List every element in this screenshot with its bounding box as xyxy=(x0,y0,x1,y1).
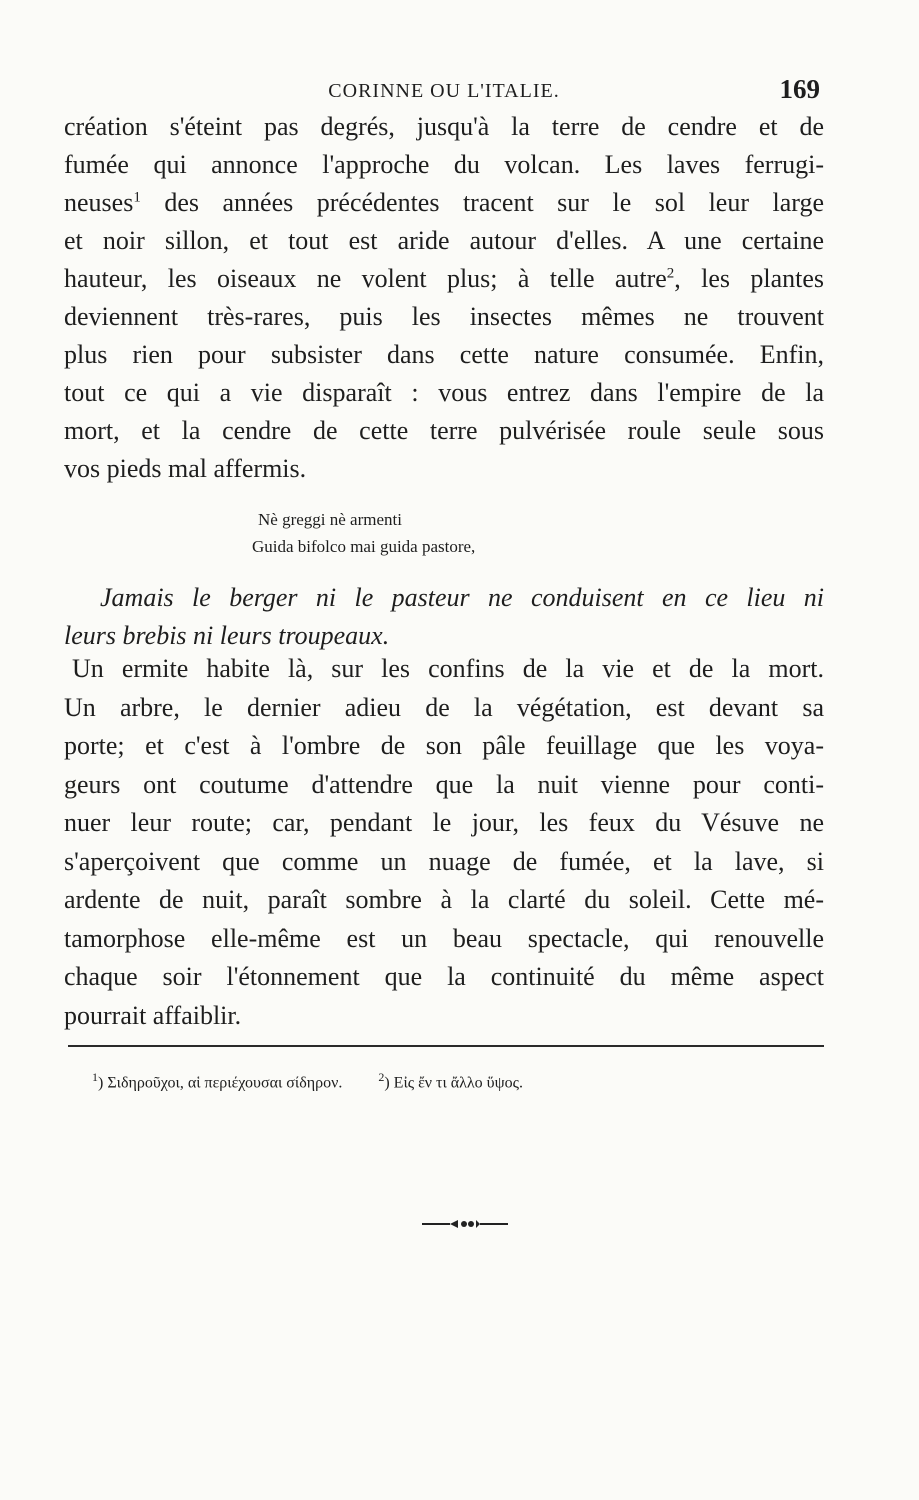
page-number: 169 xyxy=(779,74,820,104)
italian-verse xyxy=(252,506,652,560)
footnote-1 xyxy=(92,1064,342,1096)
text-line: pourrait affaiblir. xyxy=(64,1000,242,1030)
text-line: tout ce qui a vie disparaît : vous entrez dans l'empire de la xyxy=(64,378,824,407)
paragraph-hermit xyxy=(64,650,824,1035)
paragraph-volcano xyxy=(64,108,824,488)
text-line: mort, et la cendre de cette terre pulvérisée roule seule sous xyxy=(64,416,824,445)
text-line: et noir sillon, et tout est aride autour d'elles. A une certaine xyxy=(64,226,824,255)
text-line xyxy=(64,184,824,222)
text-line: Un ermite habite là, sur les confins de la vie et de la mort. xyxy=(72,654,824,683)
text-line: Un arbre, le dernier adieu de la végétation, est devant sa xyxy=(64,692,824,722)
text-fragment: hauteur, les oiseaux ne volent plus; à telle autre xyxy=(64,264,667,293)
text-line xyxy=(64,260,824,298)
text-fragment: neuses xyxy=(64,188,134,217)
text-line: porte; et c'est à l'ombre de son pâle feuillage que les voya- xyxy=(64,731,824,760)
text-line: chaque soir l'étonnement que la continuité du même aspect xyxy=(64,962,824,991)
text-line: leurs brebis ni leurs troupeaux. xyxy=(64,621,390,650)
text-fragment: des années précédentes tracent sur le sol leur large xyxy=(164,188,825,217)
footnote-text: ) Σιδηροῦχοι, αἱ περιέχουσαι σίδηρον. xyxy=(98,1074,343,1092)
footnotes xyxy=(92,1064,792,1096)
running-title: CORINNE OU L'ITALIE. xyxy=(328,80,560,102)
footnote-text: ) Εἰς ἔν τι ἄλλο ὕψος. xyxy=(384,1074,523,1092)
footnote-mark: 2 xyxy=(666,265,675,282)
text-line: fumée qui annonce l'approche du volcan. Les laves ferrugi- xyxy=(64,150,824,179)
text-line: s'aperçoivent que comme un nuage de fumée, et la lave, si xyxy=(64,846,824,876)
text-line: deviennent très-rares, puis les insectes mêmes ne trouvent xyxy=(64,302,824,331)
text-line: geurs ont coutume d'attendre que la nuit vienne pour conti- xyxy=(64,769,824,799)
text-line: création s'éteint pas degrés, jusqu'à la terre de cendre et de xyxy=(64,112,824,141)
footnote-mark: 1 xyxy=(133,189,141,206)
end-ornament-icon xyxy=(420,1214,510,1234)
footnote-2 xyxy=(378,1064,523,1096)
text-line: plus rien pour subsister dans cette nature consumée. Enfin, xyxy=(64,340,824,369)
text-fragment: , les plantes xyxy=(674,264,825,293)
verse-translation xyxy=(64,579,824,655)
text-line: tamorphose elle-même est un beau spectacle, qui renouvelle xyxy=(64,923,824,953)
text-line: ardente de nuit, paraît sombre à la clarté du soleil. Cette mé- xyxy=(64,885,824,914)
footnote-number: 2 xyxy=(378,1070,385,1084)
text-line: nuer leur route; car, pendant le jour, les feux du Vésuve ne xyxy=(64,808,824,837)
verse-line: Guida bifolco mai guida pastore, xyxy=(252,537,476,556)
text-line: vos pieds mal affermis. xyxy=(64,454,307,483)
text-line: Jamais le berger ni le pasteur ne conduisent en ce lieu ni xyxy=(100,583,824,612)
footnote-number: 1 xyxy=(92,1070,98,1084)
verse-line: Nè greggi nè armenti xyxy=(258,510,402,529)
footnote-divider xyxy=(68,1045,824,1047)
